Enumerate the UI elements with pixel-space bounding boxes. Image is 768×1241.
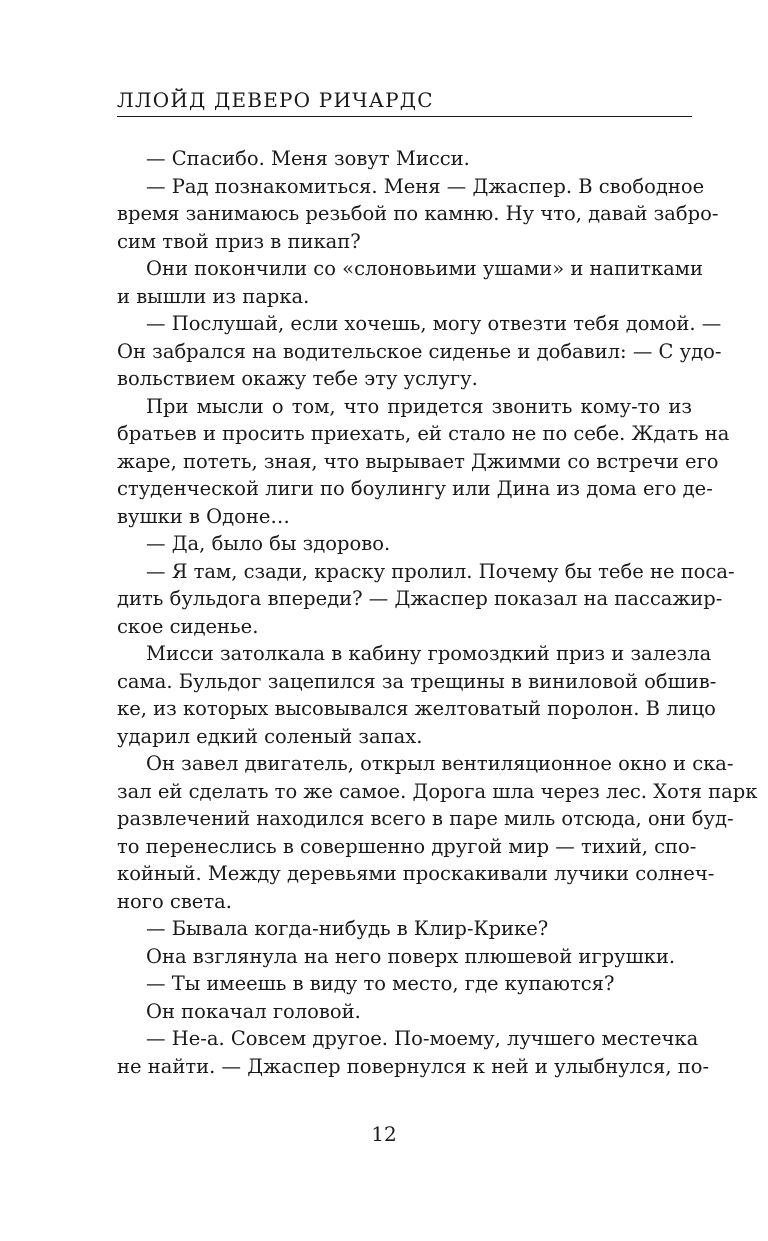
text-line: сим твой приз в пикап? bbox=[117, 229, 361, 253]
text-line: жаре, потеть, зная, что вырывает Джимми со встречи его bbox=[117, 449, 719, 473]
text-line: — Я там, сзади, краску пролил. Почему бы тебе не поса- bbox=[146, 559, 735, 583]
text-line: Он покачал головой. bbox=[146, 999, 361, 1023]
text-line: ударил едкий соленый запах. bbox=[117, 724, 423, 748]
text-line: и вышли из парка. bbox=[117, 284, 310, 308]
text-line: дить бульдога впереди? — Джаспер показал на пассажир- bbox=[117, 587, 723, 610]
text-line: — Послушай, если хочешь, могу отвезти тебя домой. — bbox=[146, 312, 722, 335]
text-line: сама. Бульдог зацепился за трещины в виниловой обшив- bbox=[117, 669, 717, 693]
text-line: ское сиденье. bbox=[117, 614, 259, 638]
text-line: — Спасибо. Меня зовут Мисси. bbox=[146, 147, 470, 170]
text-line: — Не-а. Совсем другое. По-моему, лучшего местечка bbox=[146, 1027, 699, 1050]
header-author-name: ЛЛОЙД ДЕВЕРО РИЧАРДС bbox=[117, 88, 434, 112]
text-line: вушки в Одоне… bbox=[117, 504, 290, 528]
text-line: Мисси затолкала в кабину громоздкий приз и залезла bbox=[146, 642, 712, 665]
text-line: не найти. — Джаспер повернулся к ней и улыбнулся, по- bbox=[117, 1054, 710, 1078]
text-line: — Рад познакомиться. Меня — Джаспер. В свободное bbox=[146, 174, 705, 198]
text-line: вольствием окажу тебе эту услугу. bbox=[117, 367, 478, 390]
text-line: Они покончили со «слоновьими ушами» и напитками bbox=[146, 257, 703, 280]
text-line: Он завел двигатель, открыл вентиляционное окно и ска- bbox=[146, 752, 734, 775]
page-body-text bbox=[117, 145, 758, 1080]
text-line: развлечений находился всего в паре миль отсюда, они буд- bbox=[117, 807, 734, 830]
text-line: студенческой лиги по боулингу или Дина из дома его де- bbox=[117, 477, 713, 500]
text-line: — Ты имеешь в виду то место, где купаются? bbox=[146, 972, 615, 995]
text-line: время занимаюсь резьбой по камню. Ну что, давай забро- bbox=[117, 202, 719, 225]
text-line: ного света. bbox=[117, 889, 232, 913]
text-line: Он забрался на водительское сиденье и добавил: — С удо- bbox=[117, 339, 722, 363]
text-line: — Да, было бы здорово. bbox=[146, 532, 391, 555]
text-line: Она взглянула на него поверх плюшевой игрушки. bbox=[146, 944, 676, 968]
text-line: ке, из которых высовывался желтоватый поролон. В лицо bbox=[117, 697, 716, 720]
text-line: — Бывала когда-нибудь в Клир-Крике? bbox=[146, 917, 549, 940]
page-number: 12 bbox=[371, 1122, 397, 1146]
text-line: койный. Между деревьями проскакивали лучики солнеч- bbox=[117, 862, 715, 885]
text-line: братьев и просить приехать, ей стало не по себе. Ждать на bbox=[117, 422, 730, 445]
text-line: зал ей сделать то же самое. Дорога шла через лес. Хотя парк bbox=[117, 779, 758, 803]
text-line: то перенеслись в совершенно другой мир — тихий, спо- bbox=[117, 834, 697, 858]
running-header bbox=[117, 84, 692, 117]
text-line: При мысли о том, что придется звонить кому-то из bbox=[146, 394, 692, 418]
